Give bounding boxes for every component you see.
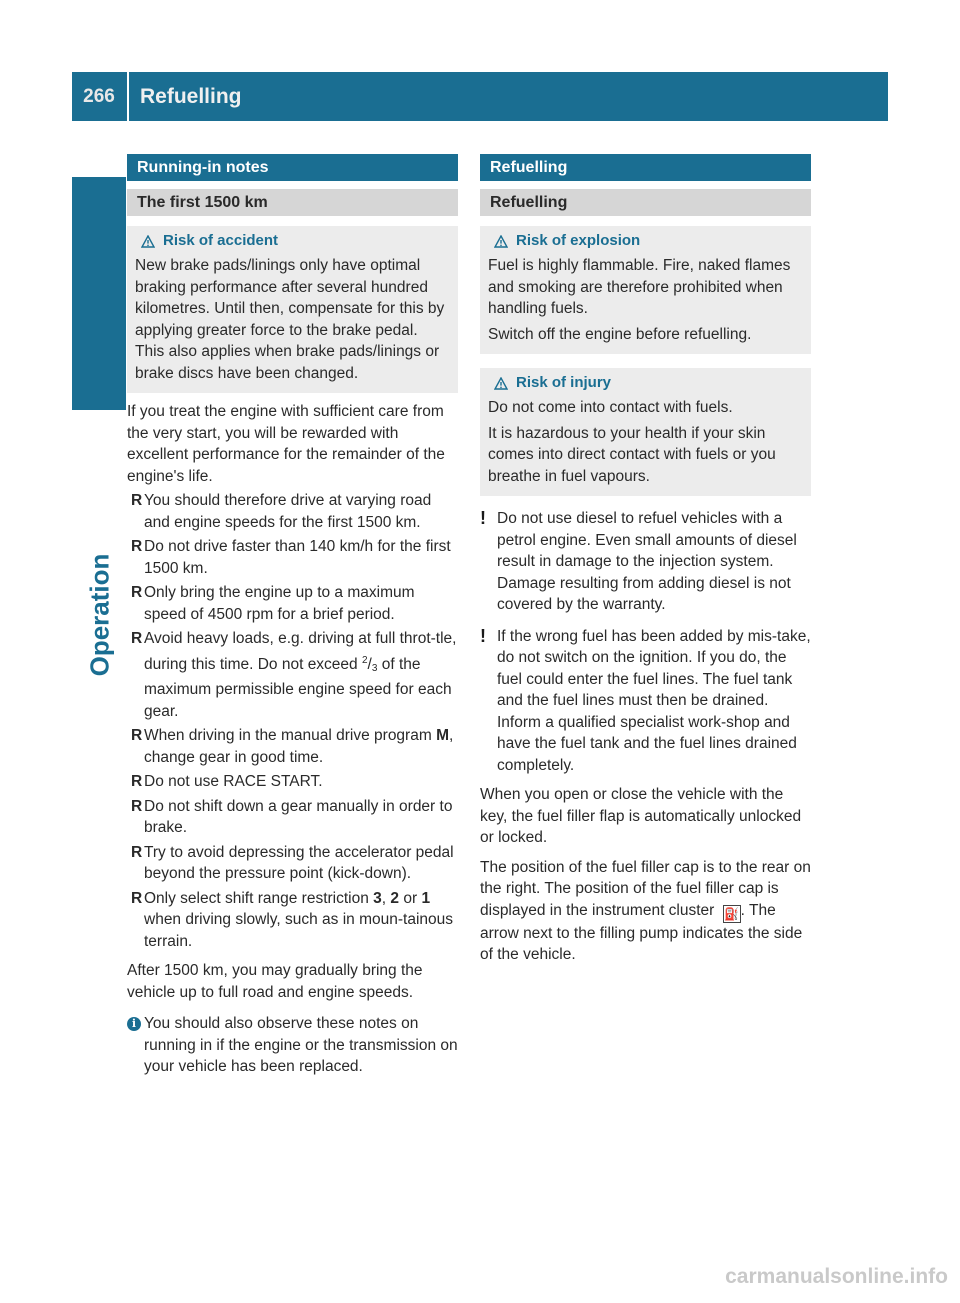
watermark: carmanualsonline.info — [725, 1265, 948, 1288]
warning-box-explosion — [480, 226, 811, 354]
subsection-title-first-1500: The first 1500 km — [127, 189, 458, 216]
section-title-running-in: Running-in notes — [127, 154, 458, 181]
subsection-title-refuelling: Refuelling — [480, 189, 811, 216]
list-item: R Only select shift range restriction 3, 2 or 1 when driving slowly, such as in moun-tainous terrain. — [131, 889, 454, 950]
list-item: R Avoid heavy loads, e.g. driving at full throt-tle, during this time. Do not exceed $^2/_3$ of the maximum permissible engine speed for each gear. — [131, 630, 457, 720]
warning-title — [135, 231, 450, 251]
warning-title-text: Risk of accident — [163, 232, 279, 249]
list-item: R You should therefore drive at varying road and engine speeds for the first 1500 km. — [131, 492, 432, 531]
caution-note — [480, 626, 811, 777]
warning-triangle-icon — [494, 377, 508, 390]
caution-text: Do not use diesel to refuel vehicles with a petrol engine. Even small amounts of diesel result in damage to the injection system. Damage resulting from adding diesel is not covered by the warranty. — [497, 510, 797, 613]
page-header — [72, 72, 888, 121]
caution-note — [480, 508, 811, 616]
warning-box-accident — [127, 226, 458, 393]
warning-title — [488, 231, 803, 251]
warning-text: Do not come into contact with fuels. — [488, 399, 733, 416]
filler-cap-paragraph: The position of the fuel filler cap is to the rear on the right. The position of the fuel filler cap is displayed in the instrument cluster ⛽. The arrow next to the filling pump indicates the side of the vehicle. — [480, 858, 811, 963]
warning-triangle-icon — [141, 235, 155, 248]
list-item: R Only bring the engine up to a maximum speed of 4500 rpm for a brief period. — [131, 584, 415, 623]
side-tab-label — [86, 540, 114, 690]
after-paragraph: After 1500 km, you may gradually bring the vehicle up to full road and engine speeds. — [127, 962, 423, 1001]
page-title: Refuelling — [140, 85, 242, 108]
info-icon: i — [127, 1017, 141, 1031]
list-item: R Do not shift down a gear manually in order to brake. — [131, 797, 453, 836]
warning-box-injury — [480, 368, 811, 496]
list-item: R Try to avoid depressing the accelerator pedal beyond the pressure point (kick-down). — [131, 843, 454, 882]
warning-text: Fuel is highly flammable. Fire, naked flames and smoking are therefore prohibited when handling fuels. — [488, 257, 791, 317]
caution-text: If the wrong fuel has been added by mis-take, do not switch on the ignition. If you do, the fuel could enter the fuel lines. The fuel tank and the fuel lines must then be drained. Inform a qualified specialist work-shop and have the fuel tank and the fuel lines drained completely. — [497, 627, 811, 774]
exclamation-icon: ! — [480, 625, 486, 646]
warning-title — [488, 373, 803, 393]
list-item: R Do not use RACE START. — [131, 773, 323, 790]
side-tab-bar — [72, 177, 126, 410]
warning-title-text: Risk of explosion — [516, 232, 641, 249]
page-number: 266 — [83, 86, 115, 107]
info-text: You should also observe these notes on running in if the engine or the transmission on your vehicle has been replaced. — [144, 1015, 458, 1075]
warning-triangle-icon — [494, 235, 508, 248]
warning-title-text: Risk of injury — [516, 374, 612, 391]
right-column — [480, 154, 811, 966]
info-note — [127, 1013, 458, 1078]
list-item: R When driving in the manual drive program M, change gear in good time. — [131, 727, 454, 766]
warning-text: Switch off the engine before refuelling. — [488, 325, 752, 343]
fuel-pump-icon: ⛽ — [724, 906, 740, 921]
left-column — [127, 154, 458, 1078]
intro-paragraph: If you treat the engine with sufficient care from the very start, you will be rewarded with excellent performance for the remainder of the engine's life. — [127, 403, 445, 485]
section-title-refuelling: Refuelling — [480, 154, 811, 181]
running-in-list — [127, 490, 458, 952]
list-item: R Do not drive faster than 140 km/h for the first 1500 km. — [131, 538, 451, 577]
side-tab-text: Operation — [84, 553, 115, 677]
warning-text: New brake pads/linings only have optimal braking performance after several hundred kilometres. Until then, compensate for this by applying greater force to the brake pedal. This also applies when brake pads/linings or brake discs have been changed. — [135, 257, 445, 382]
exclamation-icon: ! — [480, 508, 486, 528]
key-paragraph: When you open or close the vehicle with the key, the fuel filler flap is automatically unlocked or locked. — [480, 786, 802, 846]
warning-text: It is hazardous to your health if your skin comes into direct contact with fuels or you breathe in fuel vapours. — [488, 424, 776, 485]
header-divider — [127, 72, 129, 121]
